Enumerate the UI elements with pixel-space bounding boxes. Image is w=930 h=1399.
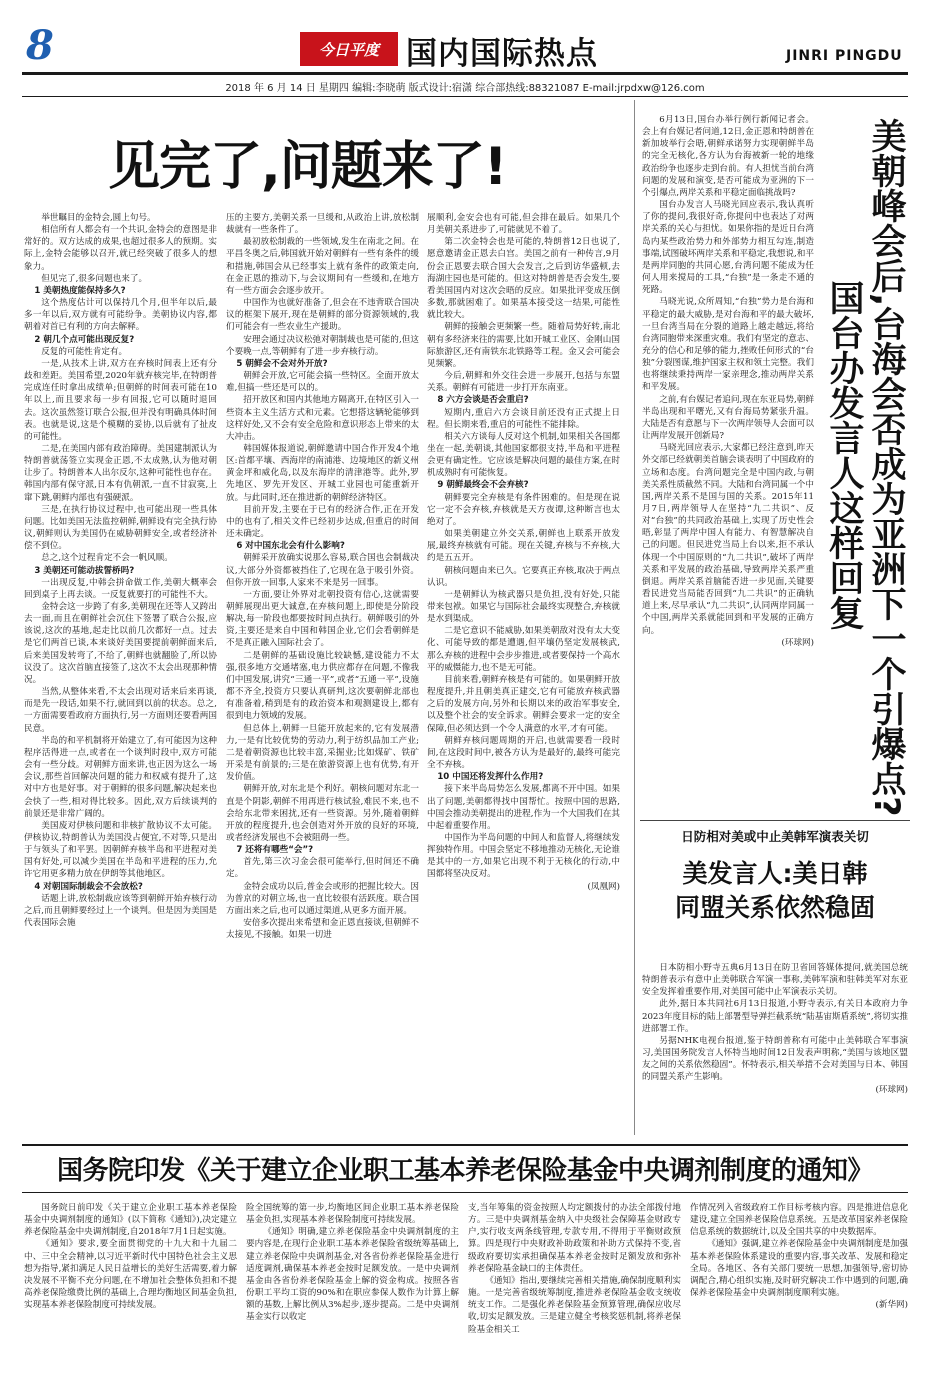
article-paragraph: 目前开发,主要在于已有的经济合作,正在开发中的也有了,相关文件已经初步达成,但重启的时间还未确定。	[226, 504, 419, 540]
article-paragraph: 二是,在美国内部有政治障碍。美国建制派认为特朗普就荡签立实现金正恩,不太成熟,认为他对朝让步了。特朗普本人出尔反尔,这种可能性也存在。韩国内部有保守派,日本有仇朝派,一直不甘寂寞,上窜下跳,朝鲜内部也有强硬派。	[24, 443, 217, 503]
article-paragraph: 朝鲜开放,对东北是个利好。朝核问题对东北一直是个阴影,朝鲜不用再进行核试验,难民不来,也不会给东北带来困扰,还有一些资源。另外,随着朝鲜开放的程度提升,也会创造对外开放的良好的环境,或者经济发展也不会被阻碍一些。	[226, 784, 419, 843]
article-paragraph: 金特会成功以后,普金会或形的把握比较大。因为普京的对朝立场,也一直比较很有活跃度。联合国方面出来之后,也可以通过渠道,从更多方面开展。	[226, 881, 419, 916]
article-paragraph: 马晓光回应表示,大家都已经注意到,昨天外交部已经就朝美首脑会谈表明了中国政府的立场和态度。台湾问题完全是中国内政,与朝美关系性质截然不同。大陆和台湾同属一个中国,两岸关系不是国与国的关系。2015年11月7日,两岸领导人在坚持“九二共识”、反对“台独”的共同政治基础上,实现了历史性会晤,彰显了两岸中国人有能力、有智慧解决自己的问题。但民进党当局上台以来,拒不承认体现一个中国原则的“九二共识”,破坏了两岸关系和平发展的政治基础,导致两岸关系严重倒退。两岸关系首脑能否进一步见面,关键要看民进党当局能否回到“九二共识”的正确轨道上来,尽早承认“九二共识”,认同两岸同属一个中国,两岸关系就能回到和平发展的正确方向。	[642, 443, 814, 636]
article-paragraph: 《通知》要求,要全面贯彻党的十九大和十九届二中、三中全会精神,以习近平新时代中国特色社会主义思想为指导,紧扣满足人民日益增长的美好生活需要,着力解决发展不平衡不充分问题,在不增加社会整体负担和不提高养老保险缴费比例的基础上,合理均衡地区间基金负担,实现基本养老保险制度可持续发展。	[24, 1239, 237, 1311]
article-paragraph: 一方面,要让外界对北朝投资有信心,这就需要朝鲜展现出更大诚意,在弃核问题上,即使是分阶段解决,每一阶段也都要按时间点执行。朝鲜吸引的外资,主要还是来自中国和韩国企业,它们会看朝鲜是不是真正融入国际社会了。	[226, 589, 419, 649]
article-paragraph: 朝鲜采开放确实说那么容易,联合国也会制裁决议,大部分外资都被挡住了,它现在急于吸引外资。但你开放一回事,人家来不来是另一回事。	[226, 553, 419, 588]
article-subheading: 9 朝鲜最终会不会弃核?	[437, 480, 529, 491]
article-paragraph: 话题上讲,放松制裁应该等到朝鲜开始弃核行动之后,而且朝鲜要经过上一个谈判。但是因为美国是代表国际会施	[24, 893, 217, 929]
article-subheading: 10 中国还将发挥什么作用?	[437, 772, 544, 783]
header-rule	[22, 72, 908, 75]
article-paragraph: 目前来看,朝鲜弃核是有可能的。如果朝鲜开放程度提升,并且朝美真正建交,它有可能放弃核武器之后的发展方向,另外和长期以来的政治军事安全,以及整个社会的安全诉求。朝鲜会要求一定的安全保障,但必须达到一个令人满意的水平,才有可能。	[427, 674, 620, 734]
main-article-col-1	[24, 212, 217, 1140]
article-paragraph: 美国废对伊核问题和非核扩散协议不太可能。伊核协议,特朗普认为美国没占便宜,不对等,只是出于与领头了和平罢。因朝鲜弃核半岛和平进程对美国有好处,可以减少美国在半岛和平进程的压力,允许它用更多精力放在伊朗等其他地区。	[24, 820, 217, 880]
main-headline: 见完了,问题来了!	[108, 137, 507, 197]
article-paragraph: 最初放松制裁的一些领域,发生在南北之间。在平昌冬奥之后,韩国就开始对朝鲜有一些有条件的缓和措施,韩国会从已经事实上就有条件的政策走向,在金正恩的推动下,与会议期间有一些缓和,在地方有一些方面会会逐步放开。	[226, 237, 419, 296]
article-paragraph: 压的主要方,美朝关系一旦缓和,从政治上讲,放松制裁就有一些条件了。	[226, 213, 419, 236]
bottom-rule	[22, 1144, 908, 1146]
bottom-article-col-2	[246, 1202, 459, 1392]
article-source: (凤凰网)	[587, 881, 620, 892]
article-paragraph: 作情况列入省级政府工作目标考核内容。四是推进信息化建设,建立全国养老保险信息系统。五是改革国家养老保险信息系统的数据统计,以及全国共享的中央数据库。	[690, 1203, 908, 1238]
article-paragraph: 二是朝鲜的基础设施比较缺憾,建设能力不太强,很多地方交通堵塞,电力供应都存在问题,不像我们中国发展,讲究“三通一平”,或者“五通一平”,设施都不齐全,投资方只要认真研判,这次要朝鲜北部也有准备着,稍到是有的政治资本和观测建设上,都有很到电力领域的发展。	[226, 650, 419, 722]
main-article-col-2	[226, 212, 419, 1140]
article-paragraph: 一是朝鲜认为核武器只是负担,没有好处,只能带来包袱。如果它与国际社会最终实现整合,弃核就是水到渠成。	[427, 589, 620, 625]
article-subheading: 7 还将有哪些“会”?	[236, 845, 314, 856]
article-paragraph: 接下来半岛局势怎么发展,都离不开中国。如果出了问题,美朝都得找中国帮忙。按照中国的思路,中国会推动美朝提出的进程,作为一个大国我们在其中起着重要作用。	[427, 784, 620, 831]
bottom-headline: 国务院印发《关于建立企业职工基本养老保险基金中央调剂制度的通知》	[56, 1156, 873, 1186]
article-subheading: 8 六方会谈是否会重启?	[437, 395, 529, 406]
article-source: (环球网)	[875, 1084, 908, 1095]
article-paragraph: 相信所有人都会有一个共识,金特会的意图是非常好的。双方达成的成果,也超过很多人的预期。实际上,金特会能够以召开,就已经突破了很多人的想象力。	[24, 225, 217, 272]
article-paragraph: 二是它意识不能威胁,如果美朝敌对没有太大变化、可能导致的都是遭遇,但平壤仍坚定发展核武,那么弃核的进程中会步步推进,或者要保持一个高水平的威慑能力,也不是无可能。	[427, 626, 620, 673]
article-paragraph: 《通知》明确,建立养老保险基金中央调剂制度的主要内容是,在现行企业职工基本养老保险省级统筹基础上,建立养老保险中央调剂基金,对各省份养老保险基金进行适度调剂,确保基本养老金按时足额发放。一是中央调剂基金由各省份养老保险基金上解的资金构成。按照各省份职工平均工资的90%和在职应参保人数作为计算上解额的基数,上解比例从3%起步,逐步提高。二是中央调剂基金实行以收定	[246, 1227, 459, 1323]
article-source: (环球网)	[781, 637, 814, 648]
article-paragraph: 韩国媒体报道说,朝鲜邀请中国合作开发4个地区:首都平壤、西海岸的南浦港、边境地区的新义州黄金坪和威化岛,以及东海岸的清津港等。此外,罗先地区、罗先开发区、开城工业园也可能重新开放。与此同时,还在推进新的朝鲜经济特区。	[226, 443, 419, 503]
side-article-title-2: 国台办发言人这样回复	[824, 280, 864, 630]
article-paragraph: 另据NHK电视台报道,鉴于特朗普称有可能中止美韩联合军事演习,美国国务院发言人怀特当地时间12日发表声明称,“美国与该地区盟友之间的关系依然稳固”。怀特表示,相关举措不会对美国与日本、韩国的同盟关系产生影响。	[642, 1035, 908, 1083]
article-paragraph: 一是,从技术上讲,双方在弃核时间表上还有分歧和差距。美国希望,2020年就弃核完毕,在特朗普完成连任时拿出成绩单;但朝鲜的时间表可能在10年以上,而且要求每一步有回报,它可以随时退回去。这次虽然签订联合公报,但并没有明确具体时间表。也就是说,这是个模糊的妥协,以后就有了扯皮的可能性。	[24, 358, 217, 442]
article-paragraph: 朝鲜会开放,它可能会搞一些特区。全面开放太难,但搞一些还是可以的。	[226, 371, 419, 394]
article-paragraph: 三是,在执行协议过程中,也可能出现一些具体问题。比如美国无法监控朝鲜,朝鲜设有完全执行协议,朝鲜则认为美国仍在威胁朝鲜安全,或者经济补偿不到位。	[24, 504, 217, 552]
article-paragraph: 短期内,重启六方会谈目前还没有正式提上日程。但长期来看,重启的可能性不能排除。	[427, 407, 620, 430]
japan-article-rule	[640, 820, 910, 821]
article-paragraph: 安倍多次提出来希望和金正恩直接谈,但朝鲜不太接见,不接触。如果一切进	[226, 918, 419, 941]
article-paragraph: 招开放区和国内其他地方隔离开,在特区引入一些资本主义生活方式和元素。它想搭这辆轮能够到这样好处,又不会有安全危险和意识形态上带来的太大冲击。	[226, 395, 419, 442]
article-paragraph: 6月13日,国台办举行例行新闻记者会。会上有台媒记者问道,12日,金正恩和特朗普在新加坡举行会晤,朝鲜承诺努力实现朝鲜半岛的完全无核化,各方认为台海被新一轮的地缘政治纷争也逐步走到台前。有人担忧当前台湾问题的发展和演变,是否可能成为亚洲的下一个引爆点,两岸关系和平稳定面临挑战吗?	[642, 115, 814, 198]
article-paragraph: 当然,从整体来看,不太会出现对话来后来再谈,而是先一段话,如果不行,就回到以前的状态。总之,一方面需要看政府方面执行,另一方面则还要看两国民意。	[24, 687, 217, 734]
article-paragraph: 国务院日前印发《关于建立企业职工基本养老保险基金中央调剂制度的通知》(以下简称《通知》),决定建立养老保险基金中央调剂制度,自2018年7月1日起实施。	[24, 1203, 237, 1238]
japan-article-headline-1: 美发言人:美日韩	[682, 859, 868, 888]
main-article-col-3	[427, 212, 620, 1140]
newspaper-logo: 今日平度	[300, 32, 398, 66]
bottom-article-col-1	[24, 1202, 237, 1392]
column-divider	[634, 100, 635, 1135]
article-paragraph: 但见完了,很多问题也来了。	[41, 273, 148, 284]
article-paragraph: 展顺利,金安会也有可能,但会排在最后。如果几个月美朝关系进步了,可能就见不着了。	[427, 213, 620, 236]
article-paragraph: 首先,第三次习金会很可能举行,但时间还不确定。	[226, 857, 419, 880]
bottom-article-col-3	[468, 1202, 681, 1392]
bottom-rule-thin	[22, 1192, 908, 1193]
article-paragraph: 此外,据日本共同社6月13日报道,小野寺表示,有关日本政府力争2023年度目标的陆上部署型导弹拦截系统“陆基宙斯盾系统”,将切实推进部署工作。	[642, 999, 908, 1034]
article-subheading: 1 美朝热度能保持多久?	[34, 285, 126, 296]
article-subheading: 2 朝几个点可能出现反复?	[34, 334, 135, 345]
header-rule-thin	[22, 96, 908, 97]
article-subheading: 3 美朝还可能动拔誓桥吗?	[34, 565, 135, 576]
article-paragraph: 第二次金特会也是可能的,特朗普12日也说了,愿意邀请金正恩去白宫。美国之前有一种传言,9月份会正恩要去联合国大会发言,之后到访华盛顿,去海湖庄园也是可能的。但这对特朗普是否会发生,要看美国国内对这次会晤的反应。如果批评变成压倒多数,那就困难了。如果基本接受这一结果,可能性就比较大。	[427, 237, 620, 321]
japan-article-body	[642, 962, 908, 1138]
article-paragraph: 但总体上,朝鲜一旦能开放起来的,它有发展潜力,一是有比较优势的劳动力,利于纺织品加工产业;二是着朝资源也比较丰富,采掘业;比如煤矿、铁矿开采是有前景的;三是在旅游资源上也有优势,有开发价值。	[226, 723, 419, 783]
article-paragraph: 朝鲜的接触会更频繁一些。随着局势好转,南北朝有多经济来往的需要,比如开城工业区、金刚山国际旅游区,还有南铁东北铁路等工程。金又会可能会见频繁。	[427, 322, 620, 369]
article-paragraph: 半岛的和平机制将开始建立了,有可能因为这种程序活得进一点,或者在一个谈判时段中,双方可能会有一些分歧。对朝鲜方面来讲,也正因为这么一场会议,那些首回解决问题的能力和权威有提升了,这对中方也是好事。对于朝鲜的很多问题,解决起来也会快了一些,相对得比较多。因此,双方后续谈判的前景还是非常广阔的。	[24, 735, 217, 819]
article-paragraph: 《通知》强调,建立养老保险基金中央调剂制度是加强基本养老保险体系建设的重要内容,事关改革、发展和稳定全局。各地区、各有关部门要统一思想,加强领导,密切协调配合,精心组织实施,及时研究解决工作中遇到的问题,确保养老保险基金中央调剂制度顺利实施。	[690, 1239, 908, 1299]
article-paragraph: 支,当年筹集的资金按照人均定额拨付的办法全部拨付地方。三是中央调剂基金纳入中央级社会保障基金财政专户,实行收支两条线管理,专款专用,不得用于平衡财政预算。四是现行中央财政补助政策和补助方式保持不变,省级政府要切实承担确保基本养老金按时足额发放和弥补养老保险基金缺口的主体责任。	[468, 1203, 681, 1274]
article-paragraph: 这个热度估计可以保持几个月,但半年以后,最多一年以后,双方就有可能纷争。美朝协议内容,都朝着对首已有利的方向去解释。	[24, 298, 217, 333]
article-paragraph: 《通知》指出,要继续完善相关措施,确保制度顺利实施。一是完善省级统筹制度,推进养老保险基金收支统收统支工作。二是强化养老保险基金预算管理,确保应收尽收,切实足额发放。三是建立健全考核奖惩机制,将养老保险基金相关工	[468, 1275, 681, 1335]
article-subheading: 4 对朝国际制裁会不会放松?	[34, 881, 143, 892]
article-paragraph: 朝鲜要完全弃核是有条件困难的。但是现在说它一定不会弃核,弃核就是天方夜谭,这种断言也太绝对了。	[427, 492, 620, 527]
article-paragraph: 反复的可能性肯定有。	[41, 346, 128, 357]
article-paragraph: 一出现反复,中韩会拼命做工作,美朝大概率会回到桌子上再去谈。一反复就要打的可能性不大。	[24, 577, 217, 600]
article-subheading: 5 朝鲜会不会对外开放?	[236, 358, 328, 369]
article-paragraph: 安理会通过决议松弛对朝制裁也是可能的,但这个要晚一点,等朝鲜有了进一步弃核行动。	[226, 334, 419, 357]
article-paragraph: 朝核问题由来已久。它要真正弃核,取决于两点认识。	[427, 565, 620, 588]
article-paragraph: 险全国统筹的第一步,均衡地区间企业职工基本养老保险基金负担,实现基本养老保险制度可持续发展。	[246, 1203, 459, 1226]
article-paragraph: 国台办发言人马晓光回应表示,我认真听了你的提问,我很好奇,你提问中也表达了对两岸关系的关心与担忧。如果你指的是近日台湾岛内某些政治势力和外部势力相互勾连,制造事端,试图破坏两岸关系和平稳定,我想说,和平是两岸同胞的共同心愿,台湾问题不能成为任何人用来搅局的工具,“台独”是一条走不通的死路。	[642, 200, 814, 296]
article-paragraph: 举世瞩目的金特会,圆上句号。	[41, 213, 156, 223]
japan-article-headline-2: 同盟关系依然稳固	[674, 893, 875, 922]
japan-article-subhead: 日防相对美或中止美韩军演表关切	[681, 829, 869, 844]
article-source: (新华网)	[875, 1300, 908, 1311]
page-number: 8	[26, 22, 54, 69]
article-paragraph: 日本防相小野寺五典6月13日在防卫省回答媒体提问,就美国总统特朗普表示有意中止美韩联合军演一事称,美韩军演和驻韩美军对东亚安全发挥着重要作用,对美国可能中止军演表示关切。	[642, 963, 908, 998]
article-paragraph: 朝鲜弃核问题周期的开启,也就需要看一段时间,在这段时间中,被各方认为是最好的,最终可能完全不弃核。	[427, 735, 620, 771]
article-subheading: 6 对中国东北会有什么影响?	[236, 541, 345, 552]
bottom-article-col-4	[690, 1202, 908, 1392]
article-paragraph: 中国作为半岛问题的中间人和监督人,将继续发挥独特作用。中国会坚定不移地推动无核化,无论谁是其中的一方,如果它出现不利于无核化的行动,中国都将坚决反对。	[427, 832, 620, 880]
article-paragraph: 总之,这个过程肯定不会一帆风顺。	[41, 553, 173, 564]
side-article-title-1: 美朝峰会后,台海会否成为亚洲下一个引爆点?	[866, 118, 906, 817]
article-paragraph: 马晓光说,众所周知,“台独”势力是台海和平稳定的最大威胁,是对台海和平的最大破坏,一旦台湾当局在分裂的道路上越走越远,将给台湾同胞带来深重灾难。我们有坚定的意志、充分的信心和足够的能力,挫败任何形式的“台独”分裂图谋,维护国家主权和领土完整。我们也将继续秉持两岸一家亲理念,推动两岸关系和平发展。	[642, 297, 814, 393]
article-paragraph: 今后,朝鲜和外交往会进一步展开,包括与东盟关系。朝鲜有可能进一步打开东南亚。	[427, 371, 620, 394]
brand-latin: JINRI PINGDU	[786, 48, 903, 64]
article-paragraph: 如果美朝建立外交关系,朝鲜也上联系开放发展,最终弃核就有可能。现在关键,弃核与不弃核,大约是五五开。	[427, 529, 620, 564]
side-article-body	[642, 114, 814, 808]
article-paragraph: 相关六方谈每人反对这个机制,如果相关各国都坐在一起,美朝谈,其他国家都很支持,半岛和平进程会更有确定性。它应该是解决问题的最佳方案,在时机成熟时有可能恢复。	[427, 431, 620, 479]
section-title: 国内国际热点	[406, 36, 598, 72]
dateline: 2018 年 6 月 14 日 星期四 编辑:李晓萌 版式设计:宿潇 综合部热线:88321087 E-mail:jrpdxw@126.com	[225, 83, 705, 94]
article-paragraph: 金特会这一步跨了有多,美朝现在还等人又跨出去一面,而且在朝鲜社会沉住下签署了联合公报,应该说,这次的基地,起走比以前几次都好一点。过去是它们两首已谈,本来谈好美国要提前朝鲜面来后,后来美国发转弯了,不给了,朝鲜也就翻脸了,所以协议没了。这次首脑直接签了,这次不太会出现那种情况。	[24, 602, 217, 685]
article-paragraph: 之前,有台媒记者追问,现在东亚局势,朝鲜半岛出现和平曙光,又有台海局势紧张升温。大陆是否有意愿与下一次两岸领导人会面可以让两岸发展开创新局?	[642, 394, 814, 442]
article-paragraph: 中国作为也就好准备了,但会在不违背联合国决议的框架下展开,现在是朝鲜的部分资源领域的,我们可能会有一些农业生产援助。	[226, 298, 419, 333]
